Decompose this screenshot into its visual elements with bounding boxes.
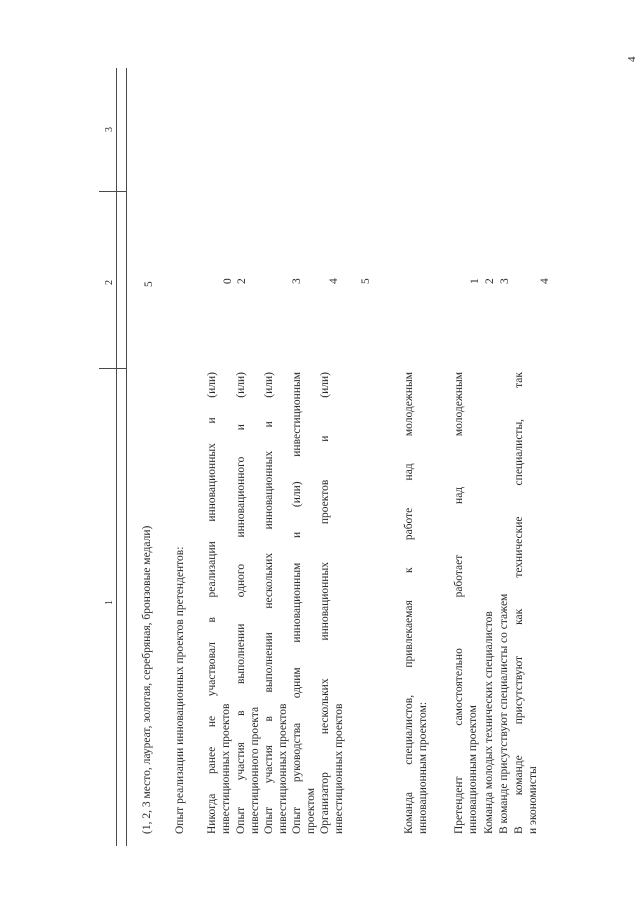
table-header-rule: [116, 68, 117, 846]
table-row-section-team: Команда специалистов, привлекаемая к работе над молодежным инновационным проектом:: [403, 372, 430, 834]
score-medals: 5: [143, 281, 155, 287]
score-self-work: 1: [469, 278, 481, 284]
header-divider-1-2: [99, 368, 127, 369]
table-row-young-team: Команда молодых технических специалистов: [483, 611, 495, 834]
header-col-3: 3: [104, 127, 115, 132]
table-row-experienced-team: В команде присутствуют специалисты со стажем: [498, 593, 510, 834]
score-mixed-team: 4: [539, 278, 551, 284]
page-number: 4: [626, 56, 638, 62]
score-never-participated: 0: [222, 278, 234, 284]
score-organizer: 5: [360, 278, 372, 284]
score-young-team: 2: [484, 278, 496, 284]
score-leading-project: 4: [328, 278, 340, 284]
header-divider-2-3: [99, 191, 127, 192]
score-experienced-team: 3: [499, 278, 511, 284]
score-one-project: 2: [236, 278, 248, 284]
header-col-1: 1: [104, 600, 115, 605]
table-row-medals: (1, 2, 3 место, лауреат, золотая, серебряная, бронзовые медали): [141, 525, 153, 834]
table-row-mixed-team: В команде присутствуют как технические специалисты, так и экономисты: [513, 372, 540, 834]
table-left-border: [126, 68, 127, 846]
header-col-2: 2: [104, 280, 115, 285]
table-row-self-work: Претендент самостоятельно работает над молодежным инновационным проектом: [453, 372, 480, 834]
table-row-section-experience: Опыт реализации инновационных проектов претендентов:: [174, 546, 186, 834]
table-row-leading-project: Опыт руководства одним инновационным и (или) инвестиционным проектом: [291, 372, 318, 834]
table-row-one-project: Опыт участия в выполнении одного инновационного и (или) инвестиционного проекта: [235, 372, 262, 834]
table-row-several-projects: Опыт участия в выполнении нескольких инновационных и (или) инвестиционных проектов: [263, 372, 290, 834]
table-row-never-participated: Никогда ранее не участвовал в реализации инновационных и (или) инвестиционных проектов: [206, 372, 233, 834]
table-row-organizer: Организатор нескольких инновационных проектов и (или) инвестиционных проектов: [319, 372, 346, 834]
score-several-projects: 3: [291, 278, 303, 284]
